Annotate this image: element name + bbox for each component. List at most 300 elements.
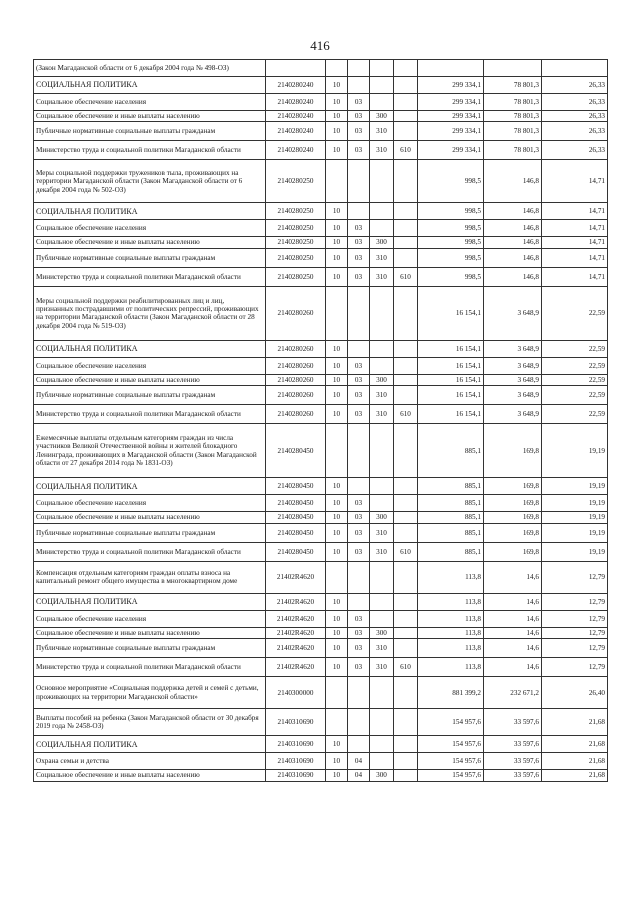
row-department <box>394 357 418 374</box>
row-planned: 998,5 <box>418 203 484 220</box>
table-row <box>34 60 608 77</box>
row-department <box>394 220 418 237</box>
row-name: Социальное обеспечение и иные выплаты населению <box>34 374 266 385</box>
row-subsection <box>348 424 370 478</box>
row-actual: 14,6 <box>484 627 542 638</box>
row-actual: 78 801,3 <box>484 77 542 94</box>
row-name: Публичные нормативные социальные выплаты гражданам <box>34 523 266 542</box>
row-name: Публичные нормативные социальные выплаты гражданам <box>34 386 266 405</box>
row-department <box>394 386 418 405</box>
row-planned: 885,1 <box>418 424 484 478</box>
table-row <box>34 424 608 478</box>
row-section: 10 <box>326 237 348 248</box>
row-percent: 22,59 <box>542 340 608 357</box>
row-subsection: 03 <box>348 542 370 561</box>
row-department: 610 <box>394 267 418 286</box>
row-department <box>394 94 418 111</box>
row-subsection <box>348 60 370 77</box>
row-actual: 146,8 <box>484 248 542 267</box>
table-row <box>34 220 608 237</box>
row-section <box>326 677 348 709</box>
row-subsection <box>348 203 370 220</box>
row-section <box>326 160 348 203</box>
row-actual: 169,8 <box>484 542 542 561</box>
row-actual: 146,8 <box>484 267 542 286</box>
row-name: Социальное обеспечение населения <box>34 495 266 512</box>
row-target-code: 21402R4620 <box>266 639 326 658</box>
row-expense-type <box>370 357 394 374</box>
row-name: Меры социальной поддержки реабилитированных лиц и лиц, признанных пострадавшими от политических репрессий, проживающих на территории Магаданской области (Закон Магаданской области от 28 декабря 2004 года № 519-ОЗ) <box>34 286 266 340</box>
row-name: Социальное обеспечение населения <box>34 94 266 111</box>
row-subsection: 03 <box>348 610 370 627</box>
page-number: 416 <box>310 38 330 53</box>
row-department <box>394 248 418 267</box>
table-row <box>34 753 608 770</box>
row-section: 10 <box>326 357 348 374</box>
row-department <box>394 736 418 753</box>
row-target-code: 2140310690 <box>266 736 326 753</box>
row-planned: 998,5 <box>418 237 484 248</box>
table-row <box>34 237 608 248</box>
row-department <box>394 424 418 478</box>
row-section <box>326 561 348 593</box>
row-planned: 998,5 <box>418 220 484 237</box>
row-name: Министерство труда и социальной политики Магаданской области <box>34 542 266 561</box>
row-percent: 21,68 <box>542 736 608 753</box>
row-percent: 19,19 <box>542 523 608 542</box>
row-target-code: 2140280240 <box>266 111 326 122</box>
row-planned: 998,5 <box>418 267 484 286</box>
row-percent: 14,71 <box>542 248 608 267</box>
row-target-code: 2140310690 <box>266 709 326 736</box>
row-department <box>394 495 418 512</box>
row-department <box>394 237 418 248</box>
row-actual: 3 648,9 <box>484 286 542 340</box>
row-name: Министерство труда и социальной политики Магаданской области <box>34 141 266 160</box>
row-subsection: 03 <box>348 405 370 424</box>
row-planned: 885,1 <box>418 495 484 512</box>
row-name: (Закон Магаданской области от 6 декабря 2004 года № 498-ОЗ) <box>34 60 266 77</box>
row-expense-type <box>370 203 394 220</box>
table-row <box>34 478 608 495</box>
row-expense-type <box>370 286 394 340</box>
row-subsection: 04 <box>348 770 370 781</box>
row-section: 10 <box>326 122 348 141</box>
row-department <box>394 709 418 736</box>
row-expense-type <box>370 677 394 709</box>
row-section: 10 <box>326 267 348 286</box>
row-target-code: 2140280450 <box>266 542 326 561</box>
row-target-code: 2140280250 <box>266 248 326 267</box>
row-actual: 33 597,6 <box>484 736 542 753</box>
row-target-code: 2140300000 <box>266 677 326 709</box>
row-expense-type <box>370 736 394 753</box>
row-target-code: 2140280450 <box>266 424 326 478</box>
row-percent: 26,33 <box>542 77 608 94</box>
row-target-code: 2140310690 <box>266 770 326 781</box>
row-target-code: 2140280250 <box>266 203 326 220</box>
row-target-code: 2140280450 <box>266 523 326 542</box>
table-row <box>34 77 608 94</box>
row-planned: 885,1 <box>418 512 484 523</box>
row-name: Социальное обеспечение населения <box>34 220 266 237</box>
row-section: 10 <box>326 770 348 781</box>
row-department <box>394 340 418 357</box>
row-actual: 169,8 <box>484 512 542 523</box>
row-planned: 16 154,1 <box>418 286 484 340</box>
row-subsection: 03 <box>348 267 370 286</box>
row-actual: 146,8 <box>484 237 542 248</box>
row-subsection: 03 <box>348 248 370 267</box>
row-percent: 14,71 <box>542 203 608 220</box>
row-name: Публичные нормативные социальные выплаты гражданам <box>34 122 266 141</box>
row-expense-type: 300 <box>370 512 394 523</box>
row-subsection <box>348 77 370 94</box>
row-name: Ежемесячные выплаты отдельным категориям граждан из числа участников Великой Отечественной войны и жителей блокадного Ленинграда, проживающих в Магаданской области (Закон Магаданской области от 27 декабря 2014 года № 1831-ОЗ) <box>34 424 266 478</box>
row-department <box>394 122 418 141</box>
row-percent: 26,33 <box>542 94 608 111</box>
row-expense-type: 300 <box>370 111 394 122</box>
table-row <box>34 495 608 512</box>
row-expense-type: 310 <box>370 639 394 658</box>
row-percent: 19,19 <box>542 512 608 523</box>
row-planned: 299 334,1 <box>418 94 484 111</box>
row-expense-type: 310 <box>370 542 394 561</box>
row-percent: 26,40 <box>542 677 608 709</box>
row-actual: 169,8 <box>484 478 542 495</box>
table-row <box>34 340 608 357</box>
row-name: Социальное обеспечение и иные выплаты населению <box>34 627 266 638</box>
row-percent: 12,79 <box>542 610 608 627</box>
table-row <box>34 542 608 561</box>
table-row <box>34 593 608 610</box>
row-planned: 113,8 <box>418 627 484 638</box>
row-section: 10 <box>326 248 348 267</box>
row-planned: 16 154,1 <box>418 340 484 357</box>
row-expense-type: 310 <box>370 405 394 424</box>
budget-table <box>33 59 608 782</box>
row-subsection: 03 <box>348 94 370 111</box>
table-row <box>34 610 608 627</box>
row-section: 10 <box>326 495 348 512</box>
row-actual: 78 801,3 <box>484 94 542 111</box>
row-target-code: 2140280260 <box>266 374 326 385</box>
row-expense-type: 310 <box>370 658 394 677</box>
row-section: 10 <box>326 141 348 160</box>
row-actual: 14,6 <box>484 593 542 610</box>
row-subsection: 03 <box>348 639 370 658</box>
row-name: Министерство труда и социальной политики Магаданской области <box>34 267 266 286</box>
row-actual: 78 801,3 <box>484 122 542 141</box>
row-planned: 16 154,1 <box>418 386 484 405</box>
row-name: СОЦИАЛЬНАЯ ПОЛИТИКА <box>34 736 266 753</box>
row-actual: 169,8 <box>484 495 542 512</box>
row-actual: 3 648,9 <box>484 357 542 374</box>
row-percent: 22,59 <box>542 405 608 424</box>
row-subsection: 03 <box>348 658 370 677</box>
row-section: 10 <box>326 627 348 638</box>
row-department: 610 <box>394 658 418 677</box>
row-section <box>326 60 348 77</box>
row-planned: 154 957,6 <box>418 753 484 770</box>
row-section: 10 <box>326 94 348 111</box>
row-actual: 14,6 <box>484 610 542 627</box>
row-planned: 998,5 <box>418 160 484 203</box>
row-department <box>394 203 418 220</box>
row-department: 610 <box>394 141 418 160</box>
row-percent <box>542 60 608 77</box>
row-planned: 998,5 <box>418 248 484 267</box>
row-target-code: 2140280240 <box>266 122 326 141</box>
row-expense-type <box>370 77 394 94</box>
row-planned: 154 957,6 <box>418 736 484 753</box>
row-subsection: 03 <box>348 512 370 523</box>
row-subsection <box>348 340 370 357</box>
table-row <box>34 203 608 220</box>
row-expense-type <box>370 340 394 357</box>
table-body <box>34 60 608 782</box>
row-expense-type: 310 <box>370 386 394 405</box>
row-expense-type <box>370 94 394 111</box>
table-row <box>34 386 608 405</box>
row-target-code: 2140280260 <box>266 386 326 405</box>
row-percent: 12,79 <box>542 561 608 593</box>
row-name: СОЦИАЛЬНАЯ ПОЛИТИКА <box>34 77 266 94</box>
row-percent: 19,19 <box>542 478 608 495</box>
row-section: 10 <box>326 658 348 677</box>
row-section: 10 <box>326 111 348 122</box>
row-planned: 299 334,1 <box>418 77 484 94</box>
row-target-code: 2140280240 <box>266 77 326 94</box>
table-row <box>34 561 608 593</box>
row-subsection: 03 <box>348 237 370 248</box>
row-department <box>394 753 418 770</box>
row-department: 610 <box>394 405 418 424</box>
row-actual: 146,8 <box>484 220 542 237</box>
row-planned <box>418 60 484 77</box>
row-actual: 14,6 <box>484 561 542 593</box>
row-target-code: 2140280250 <box>266 160 326 203</box>
row-actual <box>484 60 542 77</box>
row-percent: 19,19 <box>542 424 608 478</box>
row-target-code: 2140280260 <box>266 340 326 357</box>
table-row <box>34 709 608 736</box>
row-name: Социальное обеспечение населения <box>34 610 266 627</box>
row-name: Меры социальной поддержки тружеников тыла, проживающих на территории Магаданской области (Закон Магаданской области от 6 декабря 2004 года № 502-ОЗ) <box>34 160 266 203</box>
row-actual: 14,6 <box>484 639 542 658</box>
row-target-code: 21402R4620 <box>266 561 326 593</box>
row-target-code: 21402R4620 <box>266 627 326 638</box>
row-department <box>394 770 418 781</box>
table-row <box>34 160 608 203</box>
table-row <box>34 141 608 160</box>
row-expense-type: 300 <box>370 770 394 781</box>
row-section <box>326 709 348 736</box>
row-section: 10 <box>326 639 348 658</box>
row-section: 10 <box>326 405 348 424</box>
row-percent: 12,79 <box>542 639 608 658</box>
row-expense-type: 310 <box>370 122 394 141</box>
row-subsection: 03 <box>348 141 370 160</box>
row-section: 10 <box>326 542 348 561</box>
row-name: Министерство труда и социальной политики Магаданской области <box>34 405 266 424</box>
row-section: 10 <box>326 374 348 385</box>
row-percent: 26,33 <box>542 122 608 141</box>
row-actual: 3 648,9 <box>484 386 542 405</box>
row-department <box>394 523 418 542</box>
table-row <box>34 357 608 374</box>
table-row <box>34 512 608 523</box>
row-department <box>394 593 418 610</box>
row-name: Социальное обеспечение и иные выплаты населению <box>34 512 266 523</box>
row-actual: 146,8 <box>484 160 542 203</box>
row-name: Публичные нормативные социальные выплаты гражданам <box>34 248 266 267</box>
row-actual: 169,8 <box>484 424 542 478</box>
row-subsection <box>348 677 370 709</box>
row-actual: 33 597,6 <box>484 753 542 770</box>
row-section: 10 <box>326 203 348 220</box>
row-expense-type: 300 <box>370 237 394 248</box>
row-target-code: 2140280240 <box>266 141 326 160</box>
row-section: 10 <box>326 610 348 627</box>
row-name: Социальное обеспечение и иные выплаты населению <box>34 237 266 248</box>
row-planned: 154 957,6 <box>418 709 484 736</box>
row-subsection: 03 <box>348 523 370 542</box>
row-section: 10 <box>326 523 348 542</box>
row-planned: 113,8 <box>418 593 484 610</box>
row-planned: 885,1 <box>418 542 484 561</box>
row-target-code: 2140310690 <box>266 753 326 770</box>
row-name: Социальное обеспечение населения <box>34 357 266 374</box>
row-actual: 33 597,6 <box>484 770 542 781</box>
row-percent: 26,33 <box>542 141 608 160</box>
row-subsection <box>348 593 370 610</box>
row-department <box>394 286 418 340</box>
row-section: 10 <box>326 340 348 357</box>
row-name: Министерство труда и социальной политики Магаданской области <box>34 658 266 677</box>
row-expense-type <box>370 60 394 77</box>
table-row <box>34 122 608 141</box>
row-section <box>326 424 348 478</box>
table-row <box>34 405 608 424</box>
row-subsection: 03 <box>348 220 370 237</box>
table-row <box>34 639 608 658</box>
row-section: 10 <box>326 386 348 405</box>
row-planned: 154 957,6 <box>418 770 484 781</box>
row-planned: 16 154,1 <box>418 405 484 424</box>
row-percent: 21,68 <box>542 709 608 736</box>
row-target-code: 2140280450 <box>266 478 326 495</box>
row-target-code: 2140280240 <box>266 94 326 111</box>
row-department <box>394 77 418 94</box>
row-planned: 113,8 <box>418 610 484 627</box>
row-planned: 885,1 <box>418 478 484 495</box>
row-subsection <box>348 160 370 203</box>
row-expense-type: 310 <box>370 248 394 267</box>
row-name: СОЦИАЛЬНАЯ ПОЛИТИКА <box>34 340 266 357</box>
row-target-code: 2140280250 <box>266 237 326 248</box>
row-expense-type <box>370 160 394 203</box>
row-actual: 14,6 <box>484 658 542 677</box>
row-subsection: 03 <box>348 386 370 405</box>
row-percent: 14,71 <box>542 220 608 237</box>
row-expense-type: 310 <box>370 267 394 286</box>
row-percent: 19,19 <box>542 542 608 561</box>
row-name: Социальное обеспечение и иные выплаты населению <box>34 770 266 781</box>
row-percent: 12,79 <box>542 627 608 638</box>
row-actual: 3 648,9 <box>484 405 542 424</box>
row-target-code: 21402R4620 <box>266 593 326 610</box>
table-row <box>34 374 608 385</box>
row-name: Основное мероприятие «Социальная поддержка детей и семей с детьми, проживающих на территории Магаданской области» <box>34 677 266 709</box>
row-percent: 14,71 <box>542 160 608 203</box>
row-section: 10 <box>326 593 348 610</box>
table-row <box>34 267 608 286</box>
row-subsection: 03 <box>348 111 370 122</box>
row-target-code: 2140280450 <box>266 512 326 523</box>
row-expense-type <box>370 753 394 770</box>
table-row <box>34 770 608 781</box>
row-expense-type <box>370 495 394 512</box>
row-actual: 146,8 <box>484 203 542 220</box>
row-actual: 78 801,3 <box>484 111 542 122</box>
row-subsection: 03 <box>348 374 370 385</box>
row-percent: 22,59 <box>542 286 608 340</box>
row-department <box>394 111 418 122</box>
row-subsection: 04 <box>348 753 370 770</box>
row-name: Социальное обеспечение и иные выплаты населению <box>34 111 266 122</box>
row-percent: 22,59 <box>542 386 608 405</box>
row-planned: 299 334,1 <box>418 122 484 141</box>
row-subsection: 03 <box>348 357 370 374</box>
row-department <box>394 639 418 658</box>
row-department: 610 <box>394 542 418 561</box>
row-expense-type <box>370 561 394 593</box>
row-subsection <box>348 736 370 753</box>
row-name: Компенсация отдельным категориям граждан оплаты взноса на капитальный ремонт общего имущества в многоквартирном доме <box>34 561 266 593</box>
row-expense-type <box>370 709 394 736</box>
row-subsection: 03 <box>348 495 370 512</box>
row-name: СОЦИАЛЬНАЯ ПОЛИТИКА <box>34 593 266 610</box>
row-target-code: 2140280260 <box>266 405 326 424</box>
row-expense-type: 310 <box>370 523 394 542</box>
row-percent: 19,19 <box>542 495 608 512</box>
row-planned: 16 154,1 <box>418 374 484 385</box>
row-percent: 21,68 <box>542 770 608 781</box>
row-actual: 78 801,3 <box>484 141 542 160</box>
row-expense-type <box>370 593 394 610</box>
row-section: 10 <box>326 478 348 495</box>
row-department <box>394 561 418 593</box>
row-expense-type <box>370 610 394 627</box>
row-expense-type: 310 <box>370 141 394 160</box>
row-planned: 299 334,1 <box>418 141 484 160</box>
table-row <box>34 658 608 677</box>
table-row <box>34 111 608 122</box>
row-department <box>394 512 418 523</box>
row-subsection <box>348 561 370 593</box>
row-percent: 12,79 <box>542 593 608 610</box>
row-actual: 3 648,9 <box>484 374 542 385</box>
row-expense-type: 300 <box>370 627 394 638</box>
row-target-code: 2140280260 <box>266 357 326 374</box>
row-percent: 21,68 <box>542 753 608 770</box>
row-department <box>394 478 418 495</box>
row-percent: 12,79 <box>542 658 608 677</box>
table-row <box>34 677 608 709</box>
row-expense-type <box>370 424 394 478</box>
row-expense-type: 300 <box>370 374 394 385</box>
